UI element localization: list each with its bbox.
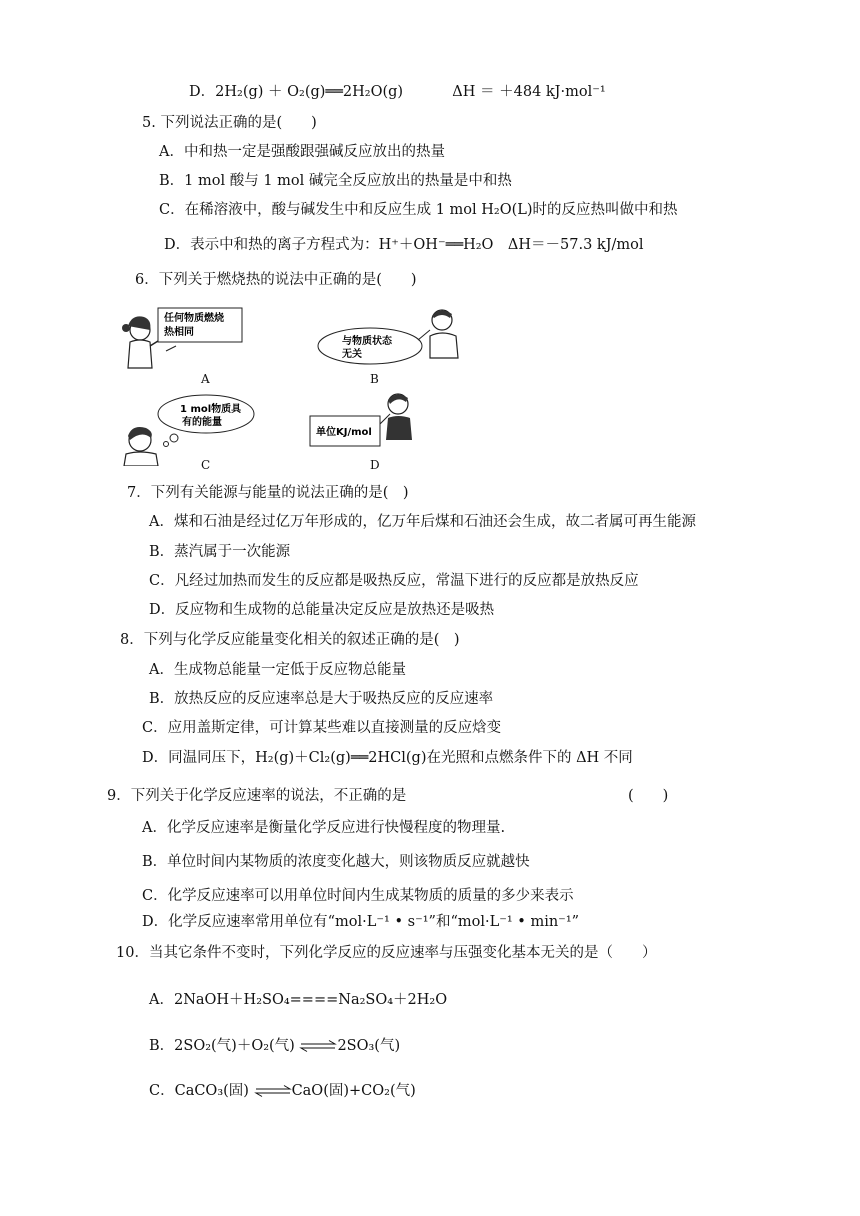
q10-stem: 10．当其它条件不变时，下列化学反应的反应速率与压强变化基本无关的是（ ）: [116, 945, 657, 961]
q8-option-a: A．生成物总能量一定低于反应物总能量: [149, 662, 406, 678]
q9-stem: 9．下列关于化学反应速率的说法，不正确的是: [107, 788, 407, 804]
q4-option-d: [189, 83, 606, 101]
q10-option-c: [149, 1082, 416, 1100]
q8-option-c: C．应用盖斯定律，可计算某些难以直接测量的反应焓变: [142, 720, 502, 736]
figure-d-man-speaking: [308, 390, 418, 456]
q9-option-a: A．化学反应速率是衡量化学反应进行快慢程度的物理量.: [142, 820, 506, 836]
q5-option-c: C．在稀溶液中，酸与碱发生中和反应生成 1 mol H₂O(L)时的反应热叫做中和热: [159, 202, 678, 218]
q5-option-d: D．表示中和热的离子方程式为：H⁺＋OH⁻══H₂O ΔH＝－57.3 kJ/mol: [164, 237, 644, 253]
q8-option-d: D．同温同压下，H₂(g)＋Cl₂(g)══2HCl(g)在光照和点燃条件下的 ΔH 不同: [142, 750, 633, 766]
girl-body-icon: [128, 340, 152, 368]
q7-option-d: D．反应物和生成物的总能量决定反应是放热还是吸热: [149, 602, 495, 618]
q8-stem: 8．下列与化学反应能量变化相关的叙述正确的是( ): [120, 632, 460, 648]
q10-option-b-products: 2SO₃(气): [337, 1038, 401, 1054]
figure-a-label: A: [201, 372, 210, 386]
boy-body-icon: [430, 333, 458, 358]
bubble-c-line2: 有的能量: [182, 417, 222, 428]
q10-option-a: A．2NaOH＋H₂SO₄====Na₂SO₄＋2H₂O: [149, 992, 448, 1008]
q6-stem: 6．下列关于燃烧热的说法中正确的是( ): [135, 272, 417, 288]
boy-c-body-icon: [124, 452, 158, 466]
q5-option-b: B．1 mol 酸与 1 mol 碱完全反应放出的热量是中和热: [159, 173, 512, 189]
q4-option-d-label: D．: [189, 84, 216, 100]
q7-stem: 7．下列有关能源与能量的说法正确的是( ): [127, 485, 409, 501]
q10-option-b-reactants: B．2SO₂(气)＋O₂(气): [149, 1038, 295, 1054]
q4-option-d-enthalpy: ΔH ＝ ＋484 kJ·mol⁻¹: [452, 84, 606, 100]
bubble-a-line1: 任何物质燃烧: [164, 313, 224, 324]
figure-a-girl-speaking: [118, 306, 258, 376]
bubble-c-line1: 1 mol物质具: [180, 404, 242, 415]
q7-option-a: A．煤和石油是经过亿万年形成的，亿万年后煤和石油还会生成，故二者属可再生能源: [149, 514, 696, 530]
bubble-a-line2: 热相同: [164, 327, 194, 338]
equilibrium-arrow-icon: [254, 1085, 292, 1097]
q5-stem: 5. 下列说法正确的是( ): [142, 115, 317, 131]
q4-option-d-equation: 2H₂(g) ＋ O₂(g)══2H₂O(g): [215, 84, 404, 100]
bubble-b-line2: 无关: [342, 349, 362, 360]
q10-option-b: [149, 1037, 400, 1055]
figure-c-label: C: [201, 458, 211, 472]
equilibrium-arrow-icon: [299, 1040, 337, 1052]
q9-option-d: D．化学反应速率常用单位有“mol·L⁻¹ • s⁻¹”和“mol·L⁻¹ • min⁻¹”: [142, 914, 580, 930]
q9-answer-paren: ( ): [628, 788, 669, 804]
q8-option-b: B．放热反应的反应速率总是大于吸热反应的反应速率: [149, 691, 494, 707]
figure-b-label: B: [370, 372, 379, 386]
q7-option-c: C．凡经过加热而发生的反应都是吸热反应，常温下进行的反应都是放热反应: [149, 573, 639, 589]
bubble-b-line1: 与物质状态: [342, 336, 392, 347]
q5-option-a: A．中和热一定是强酸跟强碱反应放出的热量: [159, 144, 445, 160]
figure-b-boy-speaking: [310, 306, 470, 372]
bubble-d-line1: 单位KJ/mol: [316, 427, 372, 438]
figure-c-boy-thinking: [118, 392, 268, 466]
man-body-icon: [386, 416, 412, 440]
q9-option-c: C．化学反应速率可以用单位时间内生成某物质的质量的多少来表示: [142, 888, 574, 904]
q7-option-b: B．蒸汽属于一次能源: [149, 544, 291, 560]
figure-d-label: D: [370, 458, 380, 472]
q9-option-b: B．单位时间内某物质的浓度变化越大，则该物质反应就越快: [142, 854, 530, 870]
q10-option-c-products: CaO(固)+CO₂(气): [291, 1083, 416, 1099]
q10-option-c-reactants: C．CaCO₃(固): [149, 1083, 249, 1099]
